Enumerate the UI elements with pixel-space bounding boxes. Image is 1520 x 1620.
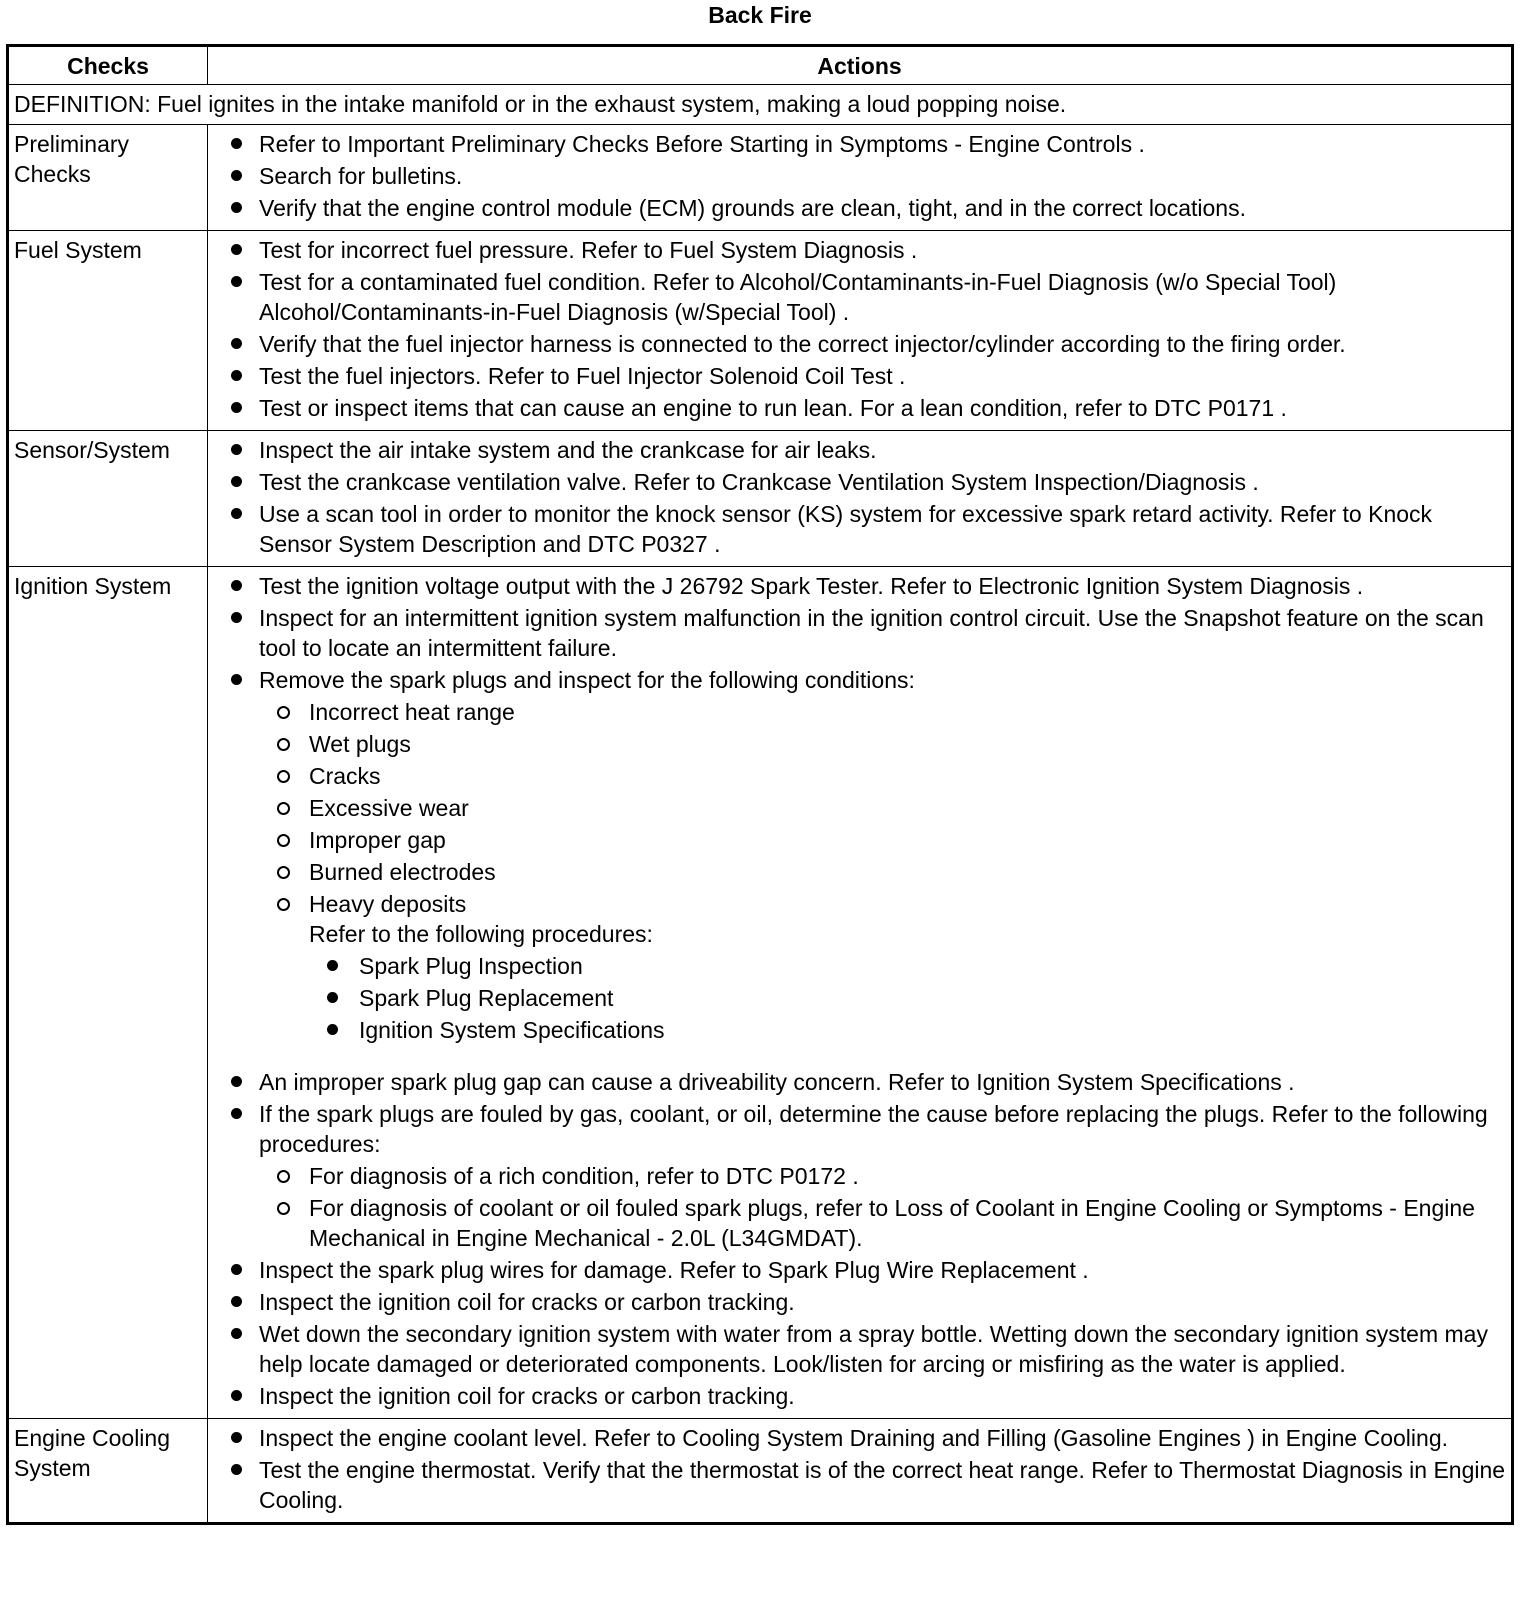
procedures-list: [309, 951, 1506, 1045]
list-item: Inspect the spark plug wires for damage. Refer to Spark Plug Wire Replacement .: [213, 1255, 1506, 1285]
check-label: Engine Cooling System: [8, 1419, 208, 1524]
page-title: Back Fire: [708, 2, 812, 28]
list-item: An improper spark plug gap can cause a driveability concern. Refer to Ignition System Specifications .: [213, 1067, 1506, 1097]
list-item-text: Remove the spark plugs and inspect for the following conditions:: [259, 667, 915, 693]
table-row: [8, 567, 1513, 1419]
sub-list-item: For diagnosis of coolant or oil fouled spark plugs, refer to Loss of Coolant in Engine Cooling or Symptoms - Engine Mechanical in Engine Mechanical - 2.0L (L34GMDAT).: [259, 1193, 1506, 1253]
list-item: Inspect the ignition coil for cracks or carbon tracking.: [213, 1381, 1506, 1411]
check-label: Sensor/System: [8, 431, 208, 567]
list-item: Test the ignition voltage output with the J 26792 Spark Tester. Refer to Electronic Ignition System Diagnosis .: [213, 571, 1506, 601]
procedure-item: Spark Plug Inspection: [309, 951, 1506, 981]
list-item: Inspect the engine coolant level. Refer to Cooling System Draining and Filling (Gasoline Engines ) in Engine Cooling.: [213, 1423, 1506, 1453]
sub-list-item: Cracks: [259, 761, 1506, 791]
sub-list-item-text: Heavy deposits: [309, 891, 467, 917]
list-item: Refer to Important Preliminary Checks Before Starting in Symptoms - Engine Controls .: [213, 129, 1506, 159]
definition-text: DEFINITION: Fuel ignites in the intake manifold or in the exhaust system, making a loud popping noise.: [8, 85, 1513, 125]
actions-header: Actions: [208, 46, 1513, 85]
list-item: Inspect the ignition coil for cracks or carbon tracking.: [213, 1287, 1506, 1317]
list-item: Use a scan tool in order to monitor the knock sensor (KS) system for excessive spark retard activity. Refer to Knock Sensor System Description and DTC P0327 .: [213, 499, 1506, 559]
list-item: Test the fuel injectors. Refer to Fuel Injector Solenoid Coil Test .: [213, 361, 1506, 391]
fouled-plugs-list: [259, 1161, 1506, 1253]
list-item: Verify that the fuel injector harness is connected to the correct injector/cylinder according to the firing order.: [213, 329, 1506, 359]
list-item: Test the engine thermostat. Verify that the thermostat is of the correct heat range. Refer to Thermostat Diagnosis in Engine Cooling.: [213, 1455, 1506, 1515]
procedure-item: Spark Plug Replacement: [309, 983, 1506, 1013]
table-row: [8, 231, 1513, 431]
list-item: Wet down the secondary ignition system with water from a spray bottle. Wetting down the secondary ignition system may help locate damaged or deteriorated components. Look/listen for arcing or misfiring as the water is applied.: [213, 1319, 1506, 1379]
actions-cell: [208, 1419, 1513, 1524]
sub-list-item: Incorrect heat range: [259, 697, 1506, 727]
procedures-note: Refer to the following procedures:: [309, 921, 653, 947]
list-item: [213, 1099, 1506, 1253]
conditions-list: [259, 697, 1506, 1065]
list-item: Test or inspect items that can cause an engine to run lean. For a lean condition, refer to DTC P0171 .: [213, 393, 1506, 423]
actions-cell: [208, 125, 1513, 231]
checks-header: Checks: [8, 46, 208, 85]
list-item: Test for incorrect fuel pressure. Refer to Fuel System Diagnosis .: [213, 235, 1506, 265]
list-item: Inspect for an intermittent ignition system malfunction in the ignition control circuit. Use the Snapshot feature on the scan tool to locate an intermittent failure.: [213, 603, 1506, 663]
check-label: Fuel System: [8, 231, 208, 431]
sub-list-item: For diagnosis of a rich condition, refer to DTC P0172 .: [259, 1161, 1506, 1191]
sub-list-item: Excessive wear: [259, 793, 1506, 823]
list-item: [213, 665, 1506, 1065]
list-item: Search for bulletins.: [213, 161, 1506, 191]
actions-cell: [208, 567, 1513, 1419]
procedure-item: Ignition System Specifications: [309, 1015, 1506, 1045]
actions-cell: [208, 431, 1513, 567]
table-row: [8, 125, 1513, 231]
header-row: [8, 46, 1513, 85]
list-item: Test for a contaminated fuel condition. Refer to Alcohol/Contaminants-in-Fuel Diagnosis (w/o Special Tool) Alcohol/Contaminants-in-Fuel Diagnosis (w/Special Tool) .: [213, 267, 1506, 327]
table-row: [8, 431, 1513, 567]
check-label: Ignition System: [8, 567, 208, 1419]
back-fire-table: [6, 44, 1514, 1525]
sub-list-item: Improper gap: [259, 825, 1506, 855]
check-label: Preliminary Checks: [8, 125, 208, 231]
definition-row: [8, 85, 1513, 125]
table-row: [8, 1419, 1513, 1524]
list-item-text: If the spark plugs are fouled by gas, coolant, or oil, determine the cause before replacing the plugs. Refer to the following procedures:: [259, 1101, 1488, 1157]
actions-cell: [208, 231, 1513, 431]
sub-list-item: Wet plugs: [259, 729, 1506, 759]
sub-list-item: Burned electrodes: [259, 857, 1506, 887]
list-item: Test the crankcase ventilation valve. Refer to Crankcase Ventilation System Inspection/Diagnosis .: [213, 467, 1506, 497]
list-item: Verify that the engine control module (ECM) grounds are clean, tight, and in the correct locations.: [213, 193, 1506, 223]
list-item: Inspect the air intake system and the crankcase for air leaks.: [213, 435, 1506, 465]
sub-list-item: [259, 889, 1506, 1065]
